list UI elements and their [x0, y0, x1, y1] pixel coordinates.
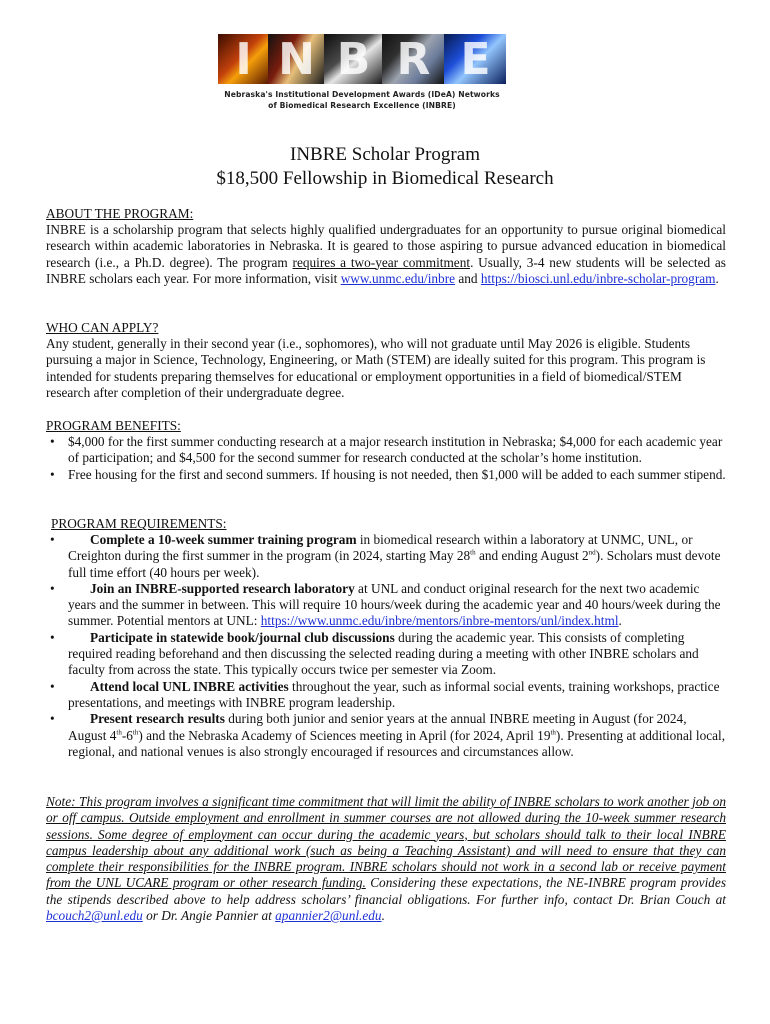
note-underlined-text: Note: This program involves a significant time commitment that will limit the ability of INBRE scholars to work another job on or off campus. Outside employment and enrollment in summer courses are not allowed during the 10-week summer research sessions. Some degree of employment can occur during the academic years, but scholars should talk to their local INBRE campus leadership about any additional work (such as being a Teaching Assistant) and will need to ensure that they can complete their responsibilities for the INBRE program. INBRE scholars should not work in a second lab or receive payment from the UNL UCARE program or other research funding. — [46, 794, 726, 891]
logo-tile-i — [218, 34, 268, 84]
inbre-logo — [218, 34, 506, 116]
bullet-icon: • — [50, 629, 55, 645]
page-subtitle: $18,500 Fellowship in Biomedical Research — [216, 168, 554, 189]
who-paragraph: Any student, generally in their second year (i.e., sophomores), who will not graduate until May 2026 is eligible. Students pursuing a major in Science, Technology, Engineering, or Math (STEM) are ideally suited for this program. This program is intended for students preparing themselves for educational or employment opportunities in a field of biomedical/STEM research after completion of their undergraduate degree. — [46, 336, 706, 400]
bullet-icon: • — [50, 580, 55, 596]
about-paragraph — [46, 222, 726, 287]
about-commitment: requires a two-year commitment — [292, 254, 471, 270]
about-text-4: . — [715, 270, 719, 286]
note-text-3: . — [381, 908, 385, 924]
about-text-1: INBRE is a scholarship program that selects highly qualified undergraduates for an opportunity to pursue original biomedical research within academic laboratories in Nebraska. It is geared to those aspiring to pursue advanced education in biomedical research (i.e., a Ph.D. degree). The program — [46, 222, 726, 270]
bullet-icon: • — [50, 466, 55, 482]
logo-letter: N — [278, 34, 314, 84]
benefits-list — [46, 434, 726, 483]
requirement-text: in biomedical research within a laboratory at UNMC, UNL, or Creighton during the first summer in the program (in 2024, starting May 28 — [68, 532, 693, 564]
logo-letter: R — [396, 34, 430, 84]
requirement-text: ) and the Nebraska Academy of Sciences meeting in April (for 2024, April 19 — [138, 727, 551, 743]
benefits-heading: PROGRAM BENEFITS: — [46, 418, 181, 433]
bullet-icon: • — [50, 434, 55, 449]
list-item — [50, 630, 726, 679]
about-text-2: . Usually, 3-4 new students will be selected as INBRE scholars each year. For more information, visit — [46, 254, 726, 286]
list-item — [50, 532, 726, 581]
list-item — [46, 467, 726, 483]
logo-caption-line1: Nebraska's Institutional Development Awards (IDeA) Networks — [224, 90, 500, 99]
benefit-text: Free housing for the first and second summers. If housing is not needed, then $1,000 will be added to each summer stipend. — [68, 466, 726, 482]
requirement-text: -6 — [121, 727, 133, 743]
about-heading: ABOUT THE PROGRAM: — [46, 206, 194, 221]
requirement-text: during the academic year. This consists of completing required reading beforehand and then discussing the selected reading during a meeting with other INBRE scholars and faculty from across the state. This typically occurs twice per semester via Zoom. — [68, 629, 699, 678]
unmc-inbre-link[interactable]: www.unmc.edu/inbre — [340, 270, 456, 286]
bullet-icon: • — [50, 678, 55, 694]
apannier-email-link[interactable]: apannier2@unl.edu — [275, 908, 382, 924]
requirement-title: Participate in statewide book/journal club discussions — [90, 629, 395, 645]
list-item — [50, 581, 726, 630]
logo-letter: I — [235, 34, 251, 84]
requirement-text: at UNL and conduct original research for the next two academic years and the summer in between. This will require 10 hours/week during the academic year and 40 hours/week during the summer. Potential mentors at UNL: — [68, 580, 721, 629]
requirements-heading: PROGRAM REQUIREMENTS: — [51, 516, 227, 531]
who-heading: WHO CAN APPLY? — [46, 320, 159, 335]
logo-tile-e — [444, 34, 506, 84]
list-item — [50, 679, 726, 712]
requirements-list — [50, 532, 726, 760]
page-title: INBRE Scholar Program — [290, 144, 480, 165]
note-paragraph — [46, 794, 726, 924]
requirement-text: during both junior and senior years at the annual INBRE meeting in August (for 2024, August 4 — [68, 711, 687, 743]
logo-tile-r — [382, 34, 444, 84]
unl-inbre-scholar-link[interactable]: https://biosci.unl.edu/inbre-scholar-program — [480, 270, 716, 286]
superscript: th — [470, 548, 476, 557]
bullet-icon: • — [50, 711, 55, 727]
logo-image-strip — [218, 34, 506, 84]
requirement-text: ). Presenting at additional local, regional, and national venues is also strongly encouraged if resources and circumstances allow. — [68, 727, 726, 759]
logo-caption — [218, 90, 506, 111]
requirement-title: Join an INBRE-supported research laboratory — [90, 580, 355, 596]
bullet-icon: • — [50, 532, 55, 547]
note-text-2: or Dr. Angie Pannier at — [142, 908, 276, 924]
logo-letter: E — [460, 34, 490, 84]
requirement-text: throughout the year, such as informal social events, training workshops, practice presentations, and meetings with INBRE program leadership. — [68, 678, 720, 710]
requirement-text: . — [618, 613, 622, 629]
requirement-title: Complete a 10-week summer training program — [90, 532, 357, 547]
superscript: th — [116, 728, 122, 737]
superscript: nd — [588, 548, 596, 557]
list-item — [50, 711, 726, 760]
requirement-title: Present research results — [90, 711, 225, 727]
requirement-text: ). Scholars must devote full time effort (40 hours per week). — [68, 548, 721, 580]
about-text-3: and — [455, 270, 481, 286]
note-text: Considering these expectations, the NE-INBRE program provides the stipends described above to help address scholars’ financial obligations. For further info, contact Dr. Brian Couch at — [46, 875, 726, 907]
logo-tile-b — [324, 34, 382, 84]
bcouch-email-link[interactable]: bcouch2@unl.edu — [46, 908, 143, 924]
benefit-text: $4,000 for the first summer conducting research at a major research institution in Nebraska; $4,000 for each academic year of participation; and $4,500 for the second summer for research conducted at the scholar’s home institution. — [68, 434, 723, 466]
superscript: th — [132, 728, 139, 737]
requirement-text: and ending August 2 — [475, 548, 589, 564]
logo-tile-n — [268, 34, 324, 84]
list-item — [46, 434, 726, 467]
superscript: th — [550, 728, 556, 737]
logo-caption-line2: of Biomedical Research Excellence (INBRE) — [268, 100, 456, 110]
logo-letter: B — [336, 34, 370, 84]
unl-mentors-link[interactable]: https://www.unmc.edu/inbre/mentors/inbre-mentors/unl/index.html — [260, 613, 619, 629]
requirement-title: Attend local UNL INBRE activities — [90, 678, 289, 694]
